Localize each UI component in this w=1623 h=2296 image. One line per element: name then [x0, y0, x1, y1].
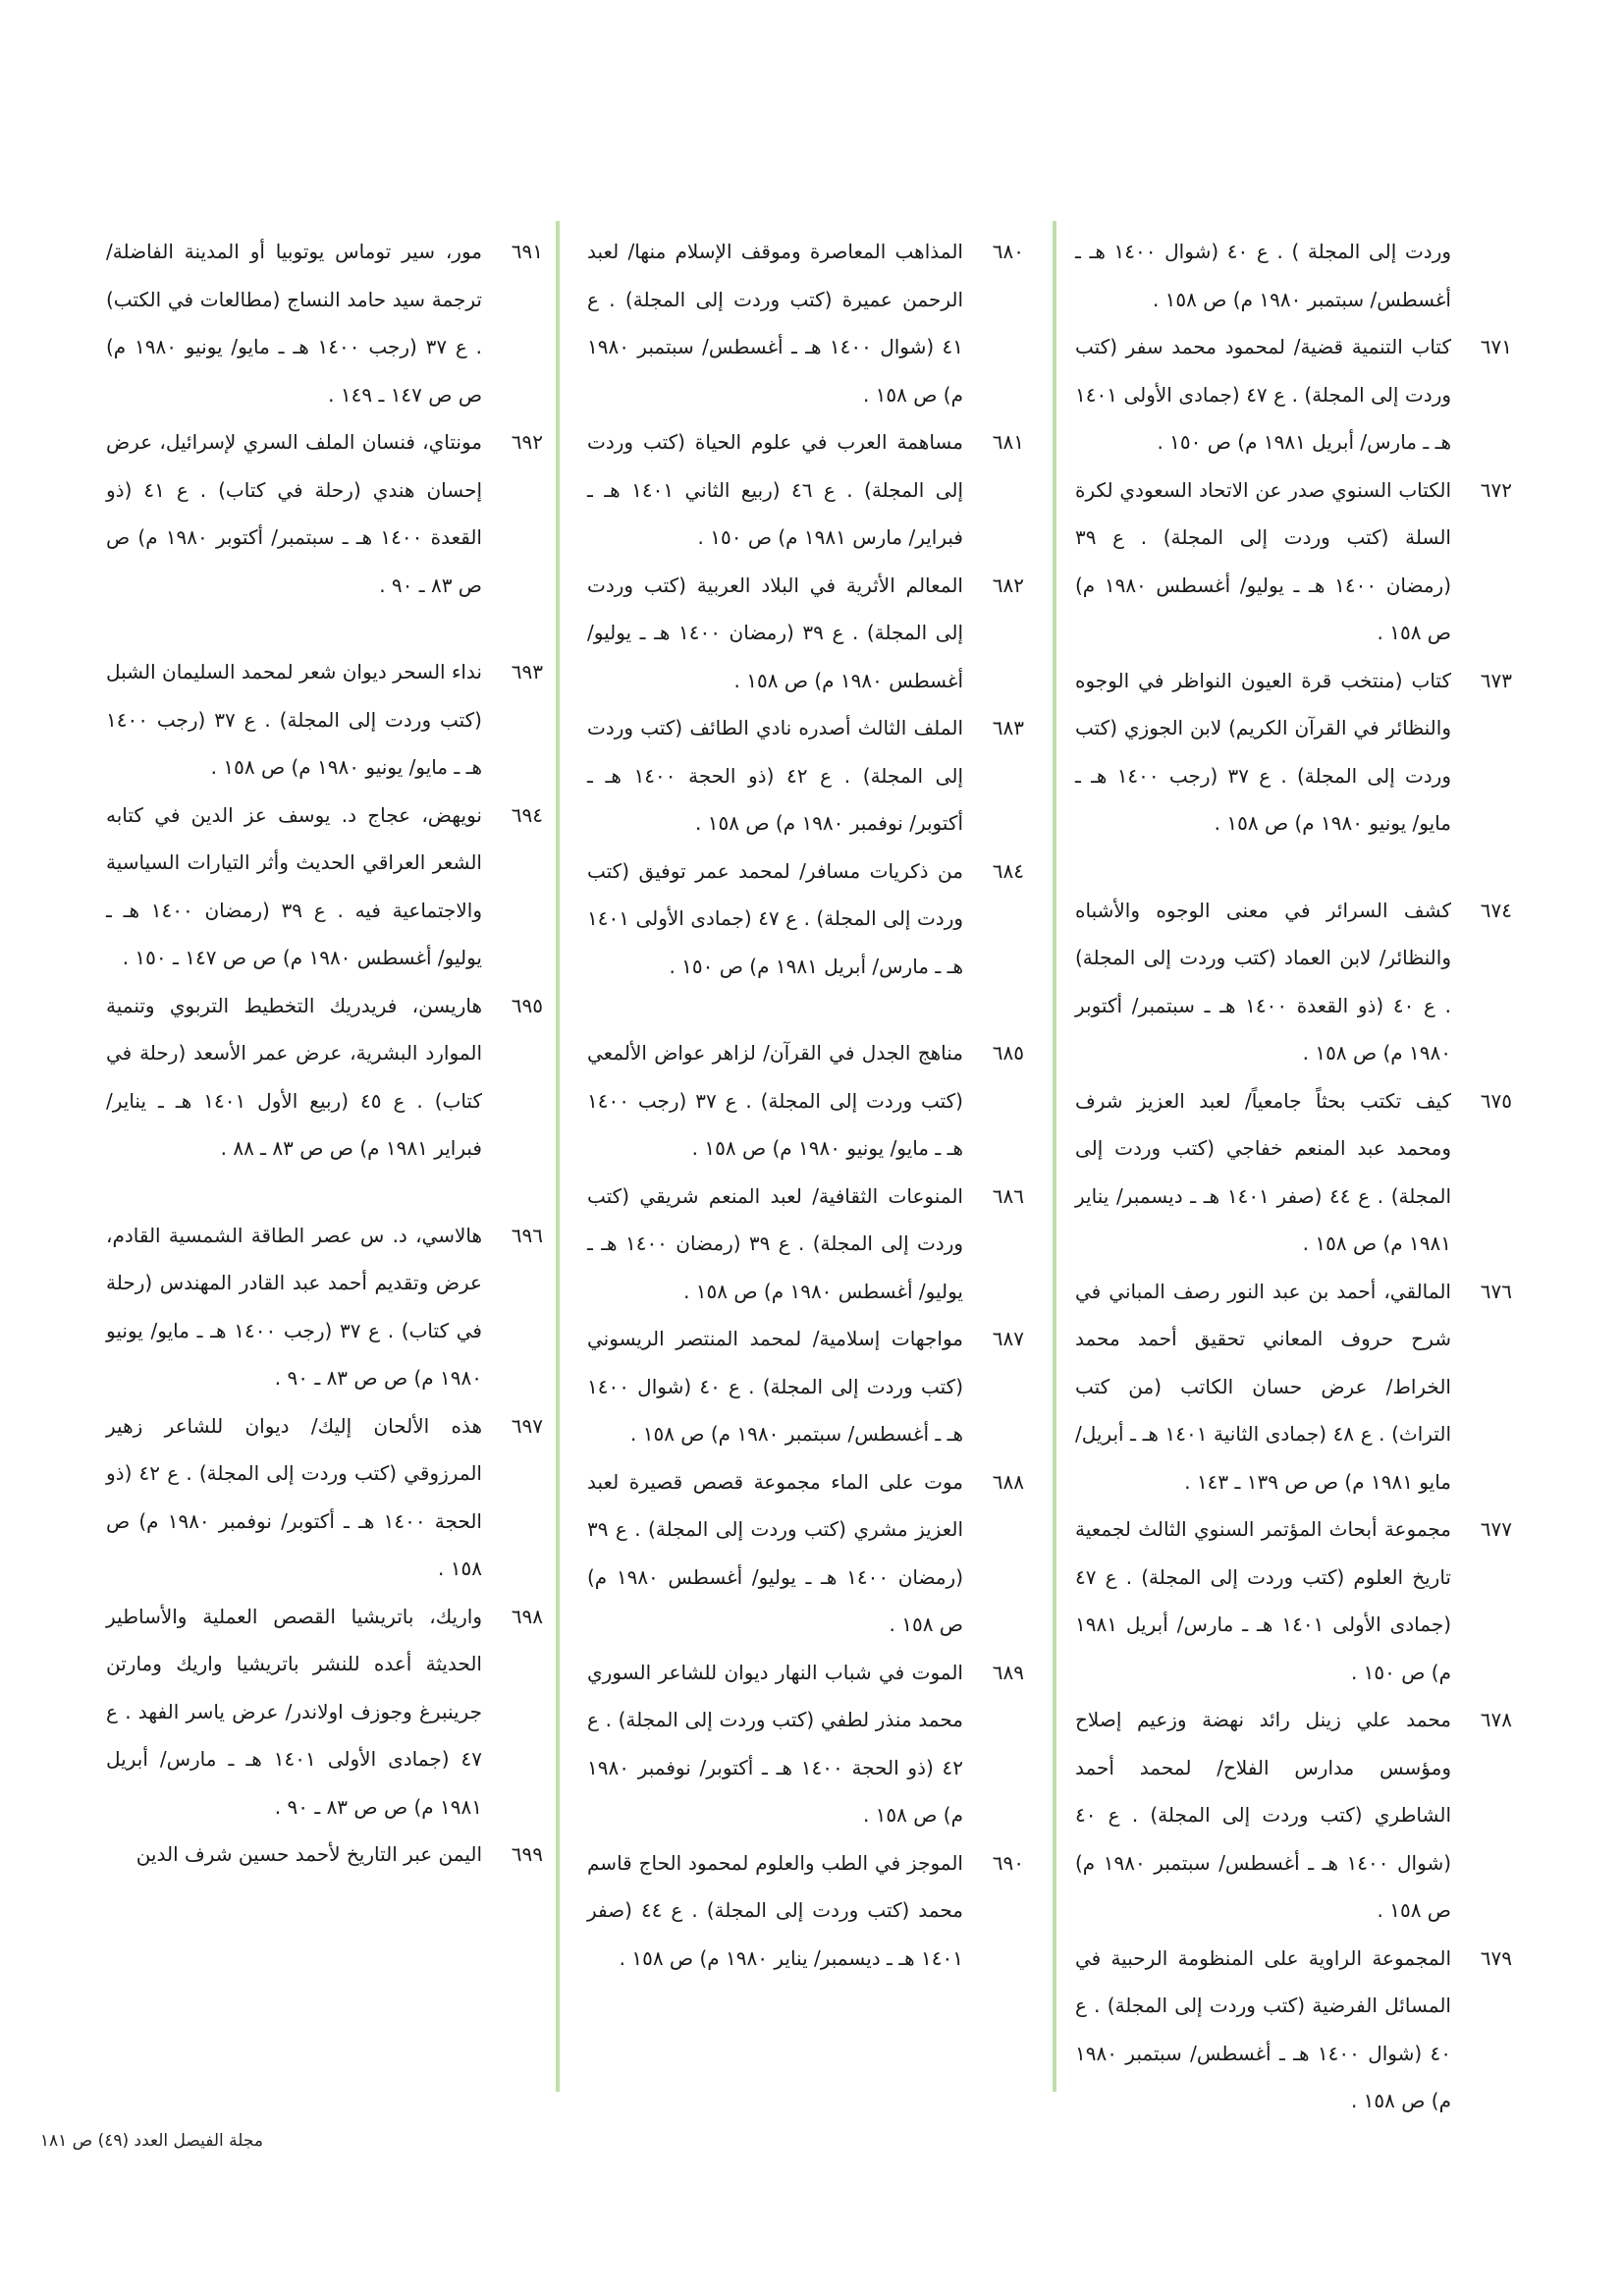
index-entry	[587, 1839, 1024, 1983]
entry-text: الموت في شباب النهار ديوان للشاعر السوري محمد منذر لطفي (كتب وردت إلى المجلة) . ع ٤٢ (ذو الحجة ١٤٠٠ هـ ـ أكتوبر/ نوفمبر ١٩٨٠ م) ص ١٥٨ .	[587, 1660, 963, 1827]
entry-number: ٦٩١	[511, 240, 543, 263]
index-column-right	[1075, 228, 1512, 2125]
entry-number: ٦٧٩	[1480, 1945, 1512, 1970]
index-entry	[1075, 1505, 1512, 1696]
entry-number: ٦٧٧	[1480, 1517, 1512, 1541]
entry-number: ٦٩٣	[511, 660, 543, 683]
index-entry	[587, 847, 1024, 991]
entry-text: الموجز في الطب والعلوم لمحمود الحاج قاسم محمد (كتب وردت إلى المجلة) . ع ٤٤ (صفر ١٤٠١ هـ ـ ديسمبر/ يناير ١٩٨٠ م) ص ١٥٨ .	[587, 1850, 963, 1970]
entry-number: ٦٧٣	[1480, 668, 1512, 692]
entry-text: واريك، باتريشيا القصص العملية والأساطير الحديثة أعده للنشر باتريشيا واريك ومارتن جرينبرغ وجوزف اولاندر/ عرض ياسر الفهد . ع ٤٧ (جمادى الأولى ١٤٠١ هـ ـ مارس/ أبريل ١٩٨١ م) ص ص ٨٣ ـ ٩٠ .	[106, 1604, 482, 1819]
index-entry	[587, 562, 1024, 705]
entry-text: هذه الألحان إليك/ ديوان للشاعر زهير المرزوقي (كتب وردت إلى المجلة) . ع ٤٢ (ذو الحجة ١٤٠٠ هـ ـ أكتوبر/ نوفمبر ١٩٨٠ م) ص ١٥٨ .	[106, 1413, 482, 1580]
entry-text: المالقي، أحمد بن عبد النور رصف المباني في شرح حروف المعاني تحقيق أحمد محمد الخراط/ عرض حسان الكاتب (من كتب التراث) . ع ٤٨ (جمادى الثانية ١٤٠١ هـ ـ أبريل/ مايو ١٩٨١ م) ص ص ١٣٩ ـ ١٤٣ .	[1075, 1279, 1451, 1494]
index-entry	[1075, 466, 1512, 657]
index-entry	[106, 648, 543, 792]
entry-number: ٦٧١	[1480, 335, 1512, 358]
entry-text: موت على الماء مجموعة قصص قصيرة لعبد العزيز مشري (كتب وردت إلى المجلة) . ع ٣٩ (رمضان ١٤٠٠ هـ ـ يوليو/ أغسطس ١٩٨٠ م) ص ١٥٨ .	[587, 1469, 963, 1636]
entry-spacer	[106, 609, 543, 648]
entry-number: ٦٨٠	[992, 240, 1024, 263]
entry-number: ٦٩٠	[992, 1850, 1024, 1875]
entry-text: مجموعة أبحاث المؤتمر السنوي الثالث لجمعية تاريخ العلوم (كتب وردت إلى المجلة) . ع ٤٧ (جمادى الأولى ١٤٠١ هـ ـ مارس/ أبريل ١٩٨١ م) ص ١٥٠ .	[1075, 1517, 1451, 1684]
entry-text: مساهمة العرب في علوم الحياة (كتب وردت إلى المجلة) . ع ٤٦ (ربيع الثاني ١٤٠١ هـ ـ فبراير/ مارس ١٩٨١ م) ص ١٥٠ .	[587, 430, 964, 549]
index-entry	[1075, 1696, 1512, 1935]
index-entry	[1075, 1935, 1512, 2125]
index-column-middle	[587, 228, 1024, 1982]
entry-text: محمد علي زينل رائد نهضة وزعيم إصلاح ومؤسس مدارس الفلاح/ لمحمد أحمد الشاطري (كتب وردت إلى المجلة) . ع ٤٠ (شوال ١٤٠٠ هـ ـ أغسطس/ سبتمبر ١٩٨٠ م) ص ١٥٨ .	[1075, 1708, 1452, 1922]
entry-text: كتاب (منتخب قرة العيون النواظر في الوجوه والنظائر في القرآن الكريم) لابن الجوزي (كتب وردت إلى المجلة) . ع ٣٧ (رجب ١٤٠٠ هـ ـ مايو/ يونيو ١٩٨٠ م) ص ١٥٨ .	[1075, 668, 1452, 835]
index-entry	[106, 418, 543, 609]
index-entry	[106, 1212, 543, 1402]
entry-text: المعالم الأثرية في البلاد العربية (كتب وردت إلى المجلة) . ع ٣٩ (رمضان ١٤٠٠ هـ ـ يوليو/ أغسطس ١٩٨٠ م) ص ١٥٨ .	[587, 573, 964, 692]
entry-text: هاريسن، فريدريك التخطيط التربوي وتنمية الموارد البشرية، عرض عمر الأسعد (رحلة في كتاب) . ع ٤٥ (ربيع الأول ١٤٠١ هـ ـ يناير/ فبراير ١٩٨١ م) ص ص ٨٣ ـ ٨٨ .	[106, 993, 482, 1160]
column-divider-right	[1053, 221, 1056, 2092]
entry-number: ٦٩٥	[511, 993, 543, 1017]
entry-number: ٦٨٦	[992, 1183, 1024, 1208]
entry-number: ٦٧٥	[1480, 1088, 1512, 1113]
entry-number: ٦٨٢	[992, 573, 1024, 597]
index-entry	[587, 1315, 1024, 1458]
index-entry	[106, 1831, 543, 1879]
index-entry	[587, 1649, 1024, 1839]
entry-text: كشف السرائر في معنى الوجوه والأشباه والنظائر/ لابن العماد (كتب وردت إلى المجلة) . ع ٤٠ (ذو القعدة ١٤٠٠ هـ ـ سبتمبر/ أكتوبر ١٩٨٠ م) ص ١٥٨ .	[1075, 898, 1451, 1065]
entry-text: مناهج الجدل في القرآن/ لزاهر عواض الألمعي (كتب وردت إلى المجلة) . ع ٣٧ (رجب ١٤٠٠ هـ ـ مايو/ يونيو ١٩٨٠ م) ص ١٥٨ .	[587, 1041, 963, 1160]
entry-spacer	[587, 990, 1024, 1029]
index-entry	[587, 228, 1024, 418]
entry-text: وردت إلى المجلة ) . ع ٤٠ (شوال ١٤٠٠ هـ ـ أغسطس/ سبتمبر ١٩٨٠ م) ص ١٥٨ .	[1075, 240, 1452, 311]
entry-text: مواجهات إسلامية/ لمحمد المنتصر الريسوني (كتب وردت إلى المجلة) . ع ٤٠ (شوال ١٤٠٠ هـ ـ أغسطس/ سبتمبر ١٩٨٠ م) ص ١٥٨ .	[587, 1327, 963, 1446]
entry-text: هالاسي، د. س عصر الطاقة الشمسية القادم، عرض وتقديم أحمد عبد القادر المهندس (رحلة في كتاب) . ع ٣٧ (رجب ١٤٠٠ هـ ـ مايو/ يونيو ١٩٨٠ م) ص ص ٨٣ ـ ٩٠ .	[106, 1223, 482, 1390]
entry-text: الكتاب السنوي صدر عن الاتحاد السعودي لكرة السلة (كتب وردت إلى المجلة) . ع ٣٩ (رمضان ١٤٠٠ هـ ـ يوليو/ أغسطس ١٩٨٠ م) ص ١٥٨ .	[1075, 477, 1451, 644]
entry-number: ٦٨٩	[992, 1660, 1024, 1684]
entry-text: نويهض، عجاج د. يوسف عز الدين في كتابه الشعر العراقي الحديث وأثر التيارات السياسية والاجتماعية فيه . ع ٣٩ (رمضان ١٤٠٠ هـ ـ يوليو/ أغسطس ١٩٨٠ م) ص ص ١٤٧ ـ ١٥٠ .	[106, 802, 483, 969]
index-entry	[1075, 228, 1512, 323]
entry-number: ٦٧٢	[1480, 477, 1512, 502]
index-entry	[1075, 1077, 1512, 1268]
index-entry	[587, 1029, 1024, 1173]
index-entry	[1075, 323, 1512, 466]
entry-number: ٦٧٦	[1480, 1279, 1512, 1303]
index-entry	[106, 1402, 543, 1593]
entry-text: كيف تكتب بحثاً جامعياً/ لعبد العزيز شرف ومحمد عبد المنعم خفاجي (كتب وردت إلى المجلة) . ع ٤٤ (صفر ١٤٠١ هـ ـ ديسمبر/ يناير ١٩٨١ م) ص ١٥٨ .	[1075, 1088, 1452, 1255]
entry-text: الملف الثالث أصدره نادي الطائف (كتب وردت إلى المجلة) . ع ٤٢ (ذو الحجة ١٤٠٠ هـ ـ أكتوبر/ نوفمبر ١٩٨٠ م) ص ١٥٨ .	[587, 716, 964, 835]
page-footer: مجلة الفيصل العدد (٤٩) ص ١٨١	[39, 2131, 263, 2151]
entry-text: نداء السحر ديوان شعر لمحمد السليمان الشبل (كتب وردت إلى المجلة) . ع ٣٧ (رجب ١٤٠٠ هـ ـ مايو/ يونيو ١٩٨٠ م) ص ١٥٨ .	[106, 660, 482, 779]
entry-number: ٦٨٣	[992, 716, 1024, 739]
entry-number: ٦٨٨	[992, 1469, 1024, 1494]
index-entry	[106, 228, 543, 418]
entry-text: من ذكريات مسافر/ لمحمد عمر توفيق (كتب وردت إلى المجلة) . ع ٤٧ (جمادى الأولى ١٤٠١ هـ ـ مارس/ أبريل ١٩٨١ م) ص ١٥٠ .	[587, 858, 964, 978]
entry-spacer	[1075, 847, 1512, 887]
entry-number: ٦٨١	[992, 430, 1024, 454]
entry-text: مور، سير توماس يوتوبيا أو المدينة الفاضلة/ ترجمة سيد حامد النساج (مطالعات في الكتب) . ع ٣٧ (رجب ١٤٠٠ هـ ـ مايو/ يونيو ١٩٨٠ م) ص ص ١٤٧ ـ ١٤٩ .	[106, 240, 482, 407]
index-entry	[106, 792, 543, 982]
index-entry	[1075, 657, 1512, 847]
index-entry	[1075, 887, 1512, 1077]
column-divider-left	[556, 221, 560, 2092]
entry-number: ٦٩٨	[511, 1604, 543, 1628]
index-entry	[1075, 1268, 1512, 1506]
entry-number: ٦٧٤	[1480, 898, 1512, 922]
entry-number: ٦٩٢	[511, 430, 543, 454]
index-entry	[587, 418, 1024, 562]
entry-number: ٦٩٧	[511, 1413, 543, 1438]
entry-number: ٦٩٤	[511, 802, 543, 827]
entry-number: ٦٩٩	[511, 1842, 543, 1866]
entry-number: ٦٨٧	[992, 1327, 1024, 1350]
entry-number: ٦٩٦	[511, 1223, 543, 1247]
index-entry	[106, 1593, 543, 1831]
index-entry	[587, 1173, 1024, 1316]
entry-text: المنوعات الثقافية/ لعبد المنعم شريقي (كتب وردت إلى المجلة) . ع ٣٩ (رمضان ١٤٠٠ هـ ـ يوليو/ أغسطس ١٩٨٠ م) ص ١٥٨ .	[587, 1183, 964, 1303]
entry-text: المذاهب المعاصرة وموقف الإسلام منها/ لعبد الرحمن عميرة (كتب وردت إلى المجلة) . ع ٤١ (شوال ١٤٠٠ هـ ـ أغسطس/ سبتمبر ١٩٨٠ م) ص ١٥٨ .	[587, 240, 963, 407]
entry-text: المجموعة الراوية على المنظومة الرحبية في المسائل الفرضية (كتب وردت إلى المجلة) . ع ٤٠ (شوال ١٤٠٠ هـ ـ أغسطس/ سبتمبر ١٩٨٠ م) ص ١٥٨ .	[1075, 1945, 1451, 2112]
entry-spacer	[106, 1173, 543, 1212]
index-entry	[587, 704, 1024, 847]
index-column-left	[106, 228, 543, 1879]
entry-number: ٦٨٥	[992, 1041, 1024, 1065]
entry-number: ٦٧٨	[1480, 1708, 1512, 1731]
entry-number: ٦٨٤	[992, 858, 1024, 883]
entry-text: اليمن عبر التاريخ لأحمد حسين شرف الدين	[135, 1842, 482, 1866]
index-entry	[587, 1458, 1024, 1649]
entry-text: كتاب التنمية قضية/ لمحمود محمد سفر (كتب وردت إلى المجلة) . ع ٤٧ (جمادى الأولى ١٤٠١ هـ ـ مارس/ أبريل ١٩٨١ م) ص ١٥٠ .	[1075, 335, 1452, 454]
index-entry	[106, 982, 543, 1173]
entry-text: مونتاي، فنسان الملف السري لإسرائيل، عرض إحسان هندي (رحلة في كتاب) . ع ٤١ (ذو القعدة ١٤٠٠ هـ ـ سبتمبر/ أكتوبر ١٩٨٠ م) ص ص ٨٣ ـ ٩٠ .	[106, 430, 482, 597]
